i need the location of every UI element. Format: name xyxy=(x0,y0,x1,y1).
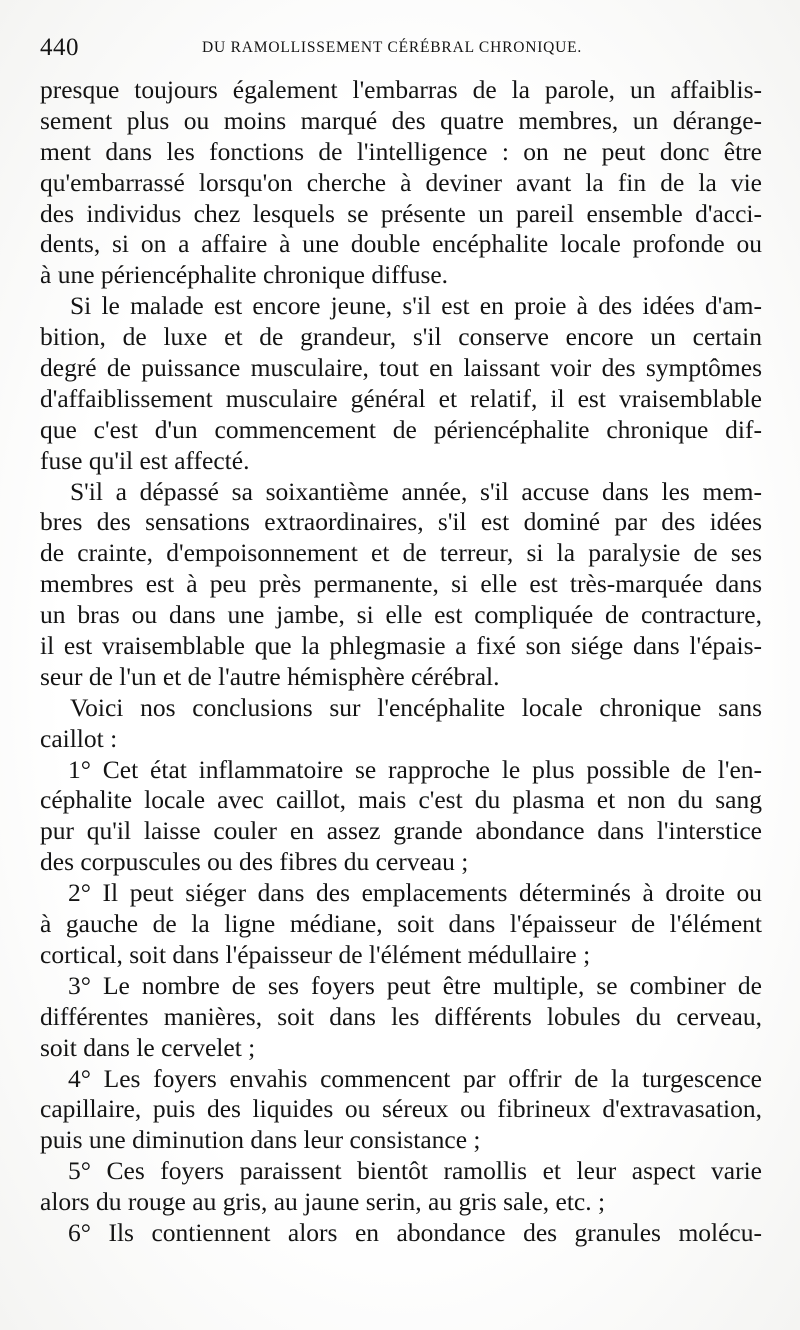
page-number: 440 xyxy=(40,34,79,61)
text-line: caillot : xyxy=(40,723,118,753)
text-line: un bras ou dans une jambe, si elle est compliquée de contracture, xyxy=(40,600,762,630)
list-item-line: 5° Ces foyers paraissent bientôt ramollis et leur aspect varie xyxy=(68,1156,762,1186)
text-line: S'il a dépassé sa soixantième année, s'il accuse dans les mem- xyxy=(70,476,762,506)
text-line: que c'est d'un commencement de périencéphalite chronique dif- xyxy=(40,414,762,444)
text-line: sement plus ou moins marqué des quatre membres, un dérange- xyxy=(40,105,762,135)
text-line: soit dans le cervelet ; xyxy=(40,1032,256,1062)
text-line: bition, de luxe et de grandeur, s'il conserve encore un certain xyxy=(40,322,762,352)
list-item-line: 2° Il peut siéger dans des emplacements déterminés à droite ou xyxy=(68,878,762,908)
running-head: DU RAMOLLISSEMENT CÉRÉBRAL CHRONIQUE. xyxy=(202,39,583,56)
text-line: des corpuscules ou des fibres du cerveau ; xyxy=(40,847,469,877)
text-line: des individus chez lesquels se présente un pareil ensemble d'acci- xyxy=(40,198,762,228)
text-line: qu'embarrassé lorsqu'on cherche à deviner avant la fin de la vie xyxy=(40,167,762,197)
text-line: ment dans les fonctions de l'intelligence : on ne peut donc être xyxy=(40,136,762,166)
text-line: pur qu'il laisse couler en assez grande abondance dans l'interstice xyxy=(40,816,762,846)
page-header xyxy=(40,34,760,62)
list-item-line: 4° Les foyers envahis commencent par offrir de la turgescence xyxy=(68,1063,762,1093)
text-line: fuse qu'il est affecté. xyxy=(40,445,250,475)
text-line: capillaire, puis des liquides ou séreux ou fibrineux d'extravasation, xyxy=(40,1094,762,1124)
text-line: à gauche de la ligne médiane, soit dans l'épaisseur de l'élément xyxy=(40,909,762,939)
text-line: d'affaiblissement musculaire général et relatif, il est vraisemblable xyxy=(40,383,762,413)
list-item-line: 3° Le nombre de ses foyers peut être multiple, se combiner de xyxy=(68,970,762,1000)
text-line: presque toujours également l'embarras de la parole, un affaiblis- xyxy=(40,75,762,104)
text-line: différentes manières, soit dans les différents lobules du cerveau, xyxy=(40,1001,762,1031)
text-line: seur de l'un et de l'autre hémisphère cérébral. xyxy=(40,661,500,691)
text-line: degré de puissance musculaire, tout en laissant voir des symptômes xyxy=(40,353,762,383)
text-line: de crainte, d'empoisonnement et de terreur, si la paralysie de ses xyxy=(40,538,762,568)
text-line: Si le malade est encore jeune, s'il est en proie à des idées d'am- xyxy=(70,291,762,321)
list-item-line: 1° Cet état inflammatoire se rapproche le plus possible de l'en- xyxy=(68,754,762,784)
body-text xyxy=(40,75,762,1249)
text-line: Voici nos conclusions sur l'encéphalite locale chronique sans xyxy=(70,692,762,722)
text-line: membres est à peu près permanente, si elle est très-marquée dans xyxy=(40,569,762,599)
text-line: cortical, soit dans l'épaisseur de l'élément médullaire ; xyxy=(40,939,591,969)
text-line: alors du rouge au gris, au jaune serin, au gris sale, etc. ; xyxy=(40,1187,606,1217)
text-line: céphalite locale avec caillot, mais c'est du plasma et non du sang xyxy=(40,785,762,815)
text-line: bres des sensations extraordinaires, s'il est dominé par des idées xyxy=(40,507,762,537)
list-item-line: 6° Ils contiennent alors en abondance des granules molécu- xyxy=(68,1217,762,1247)
text-line: à une périencéphalite chronique diffuse. xyxy=(40,260,449,290)
text-line: il est vraisemblable que la phlegmasie a fixé son siége dans l'épais- xyxy=(40,631,762,661)
text-line: dents, si on a affaire à une double encéphalite locale profonde ou xyxy=(40,229,762,259)
text-line: puis une diminution dans leur consistance ; xyxy=(40,1125,481,1155)
